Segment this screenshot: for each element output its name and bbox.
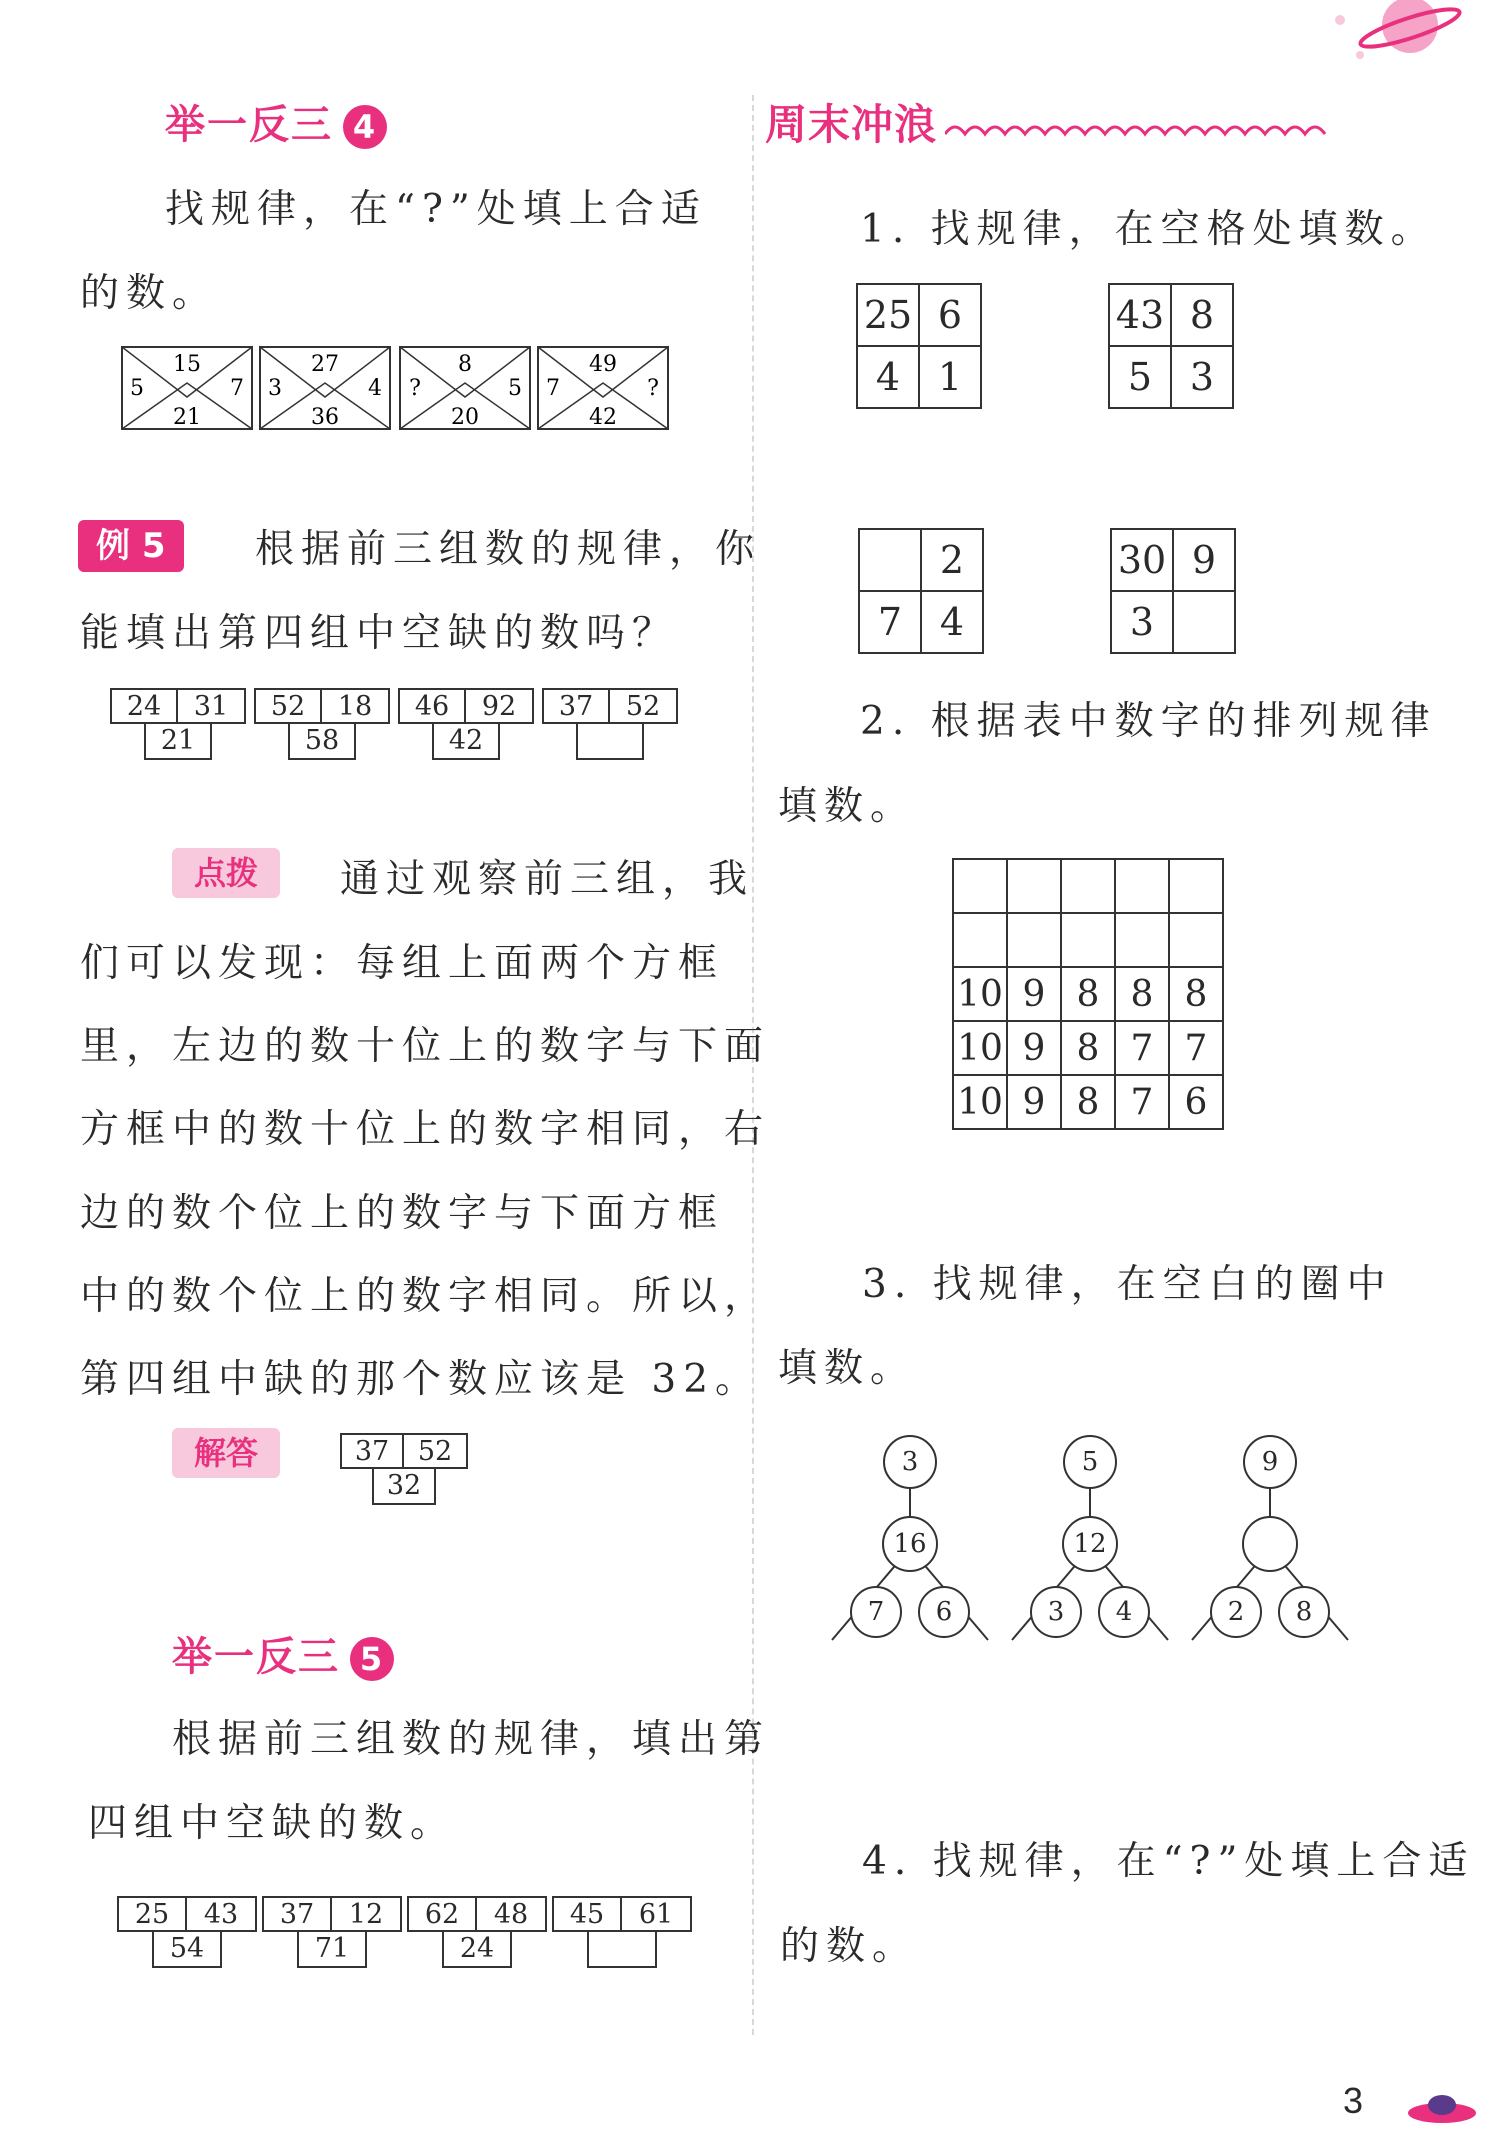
group-b: 92 [466, 688, 534, 724]
table-cell: 8 [1061, 1021, 1115, 1075]
group-c: 71 [297, 1932, 367, 1968]
envelope-top: 27 [311, 352, 339, 377]
table-cell [1007, 859, 1061, 913]
envelope-top: 49 [589, 352, 617, 377]
table-cell [953, 913, 1007, 967]
tree-top-node: 9 [1243, 1435, 1297, 1489]
table-cell [1169, 859, 1223, 913]
group-c: 58 [288, 724, 356, 760]
group-b: 43 [187, 1896, 257, 1932]
table-cell [1007, 913, 1061, 967]
p4-text-line1: 4. 找规律，在“?”处填上合适 [862, 1839, 1475, 1884]
number-group [254, 688, 390, 760]
envelope [258, 345, 392, 431]
example-text-line2: 能填出第四组中空缺的数吗？ [80, 611, 679, 656]
example-5-line [78, 518, 184, 567]
hint-line-3: 里，左边的数十位上的数字与下面 [80, 1024, 771, 1069]
wave-decoration [945, 114, 1345, 144]
answer-group [340, 1433, 468, 1505]
q5-text-line1: 根据前三组数的规律，填出第 [172, 1717, 771, 1762]
example-text-line1: 根据前三组数的规律，你 [255, 527, 762, 572]
q4-text-line2: 的数。 [80, 271, 219, 316]
grid-cell: 30 [1111, 529, 1173, 591]
hint-line-7: 第四组中缺的那个数应该是 32。 [80, 1357, 762, 1402]
page-number: 3 [1343, 2080, 1364, 2121]
envelope-left: ? [409, 376, 421, 401]
envelope-bottom: 42 [589, 405, 617, 430]
q4-text-line1: 找规律，在“?”处填上合适 [165, 187, 707, 232]
envelope-left: 7 [546, 376, 560, 401]
weekend-title: 周末冲浪 [765, 100, 938, 149]
group-b: 61 [622, 1896, 692, 1932]
table-cell: 8 [1115, 967, 1169, 1021]
number-table [952, 858, 1224, 1130]
grid-cell: 7 [859, 591, 921, 653]
grid-cell: 8 [1171, 284, 1233, 346]
envelope [398, 345, 532, 431]
grid-cell: 3 [1171, 346, 1233, 408]
grid-cell: 6 [919, 284, 981, 346]
number-group [117, 1896, 257, 1968]
tree-mid-node: 16 [882, 1516, 938, 1572]
table-cell [1169, 913, 1223, 967]
hint-line-6: 中的数个位上的数字相同。所以， [80, 1274, 771, 1319]
section-title: 举一反三 [165, 102, 333, 148]
answer-a: 37 [340, 1433, 404, 1469]
group-c: 21 [144, 724, 212, 760]
table-cell: 9 [1007, 1021, 1061, 1075]
table-cell [1061, 913, 1115, 967]
p3-text-line1: 3. 找规律，在空白的圈中 [862, 1262, 1393, 1307]
answer-c: 32 [372, 1469, 436, 1505]
group-a: 52 [254, 688, 322, 724]
envelope-left: 5 [130, 376, 144, 401]
planet-icon [1300, 0, 1490, 70]
grid-cell: 5 [1109, 346, 1171, 408]
group-b: 48 [477, 1896, 547, 1932]
group-b: 31 [178, 688, 246, 724]
envelope-bottom: 20 [451, 405, 479, 430]
grid-cell: 43 [1109, 284, 1171, 346]
example-tag: 例 5 [78, 520, 184, 572]
grid-cell: 4 [921, 591, 983, 653]
group-a: 46 [398, 688, 466, 724]
grid-cell: 4 [857, 346, 919, 408]
number-group [552, 1896, 692, 1968]
tree-left-node: 3 [1030, 1586, 1082, 1638]
group-a: 37 [262, 1896, 332, 1932]
answer-b: 52 [404, 1433, 468, 1469]
grid-cell: 3 [1111, 591, 1173, 653]
table-cell: 8 [1061, 1075, 1115, 1129]
group-a: 62 [407, 1896, 477, 1932]
weekend-header [765, 92, 1385, 152]
table-cell: 9 [1007, 967, 1061, 1021]
group-b: 12 [332, 1896, 402, 1932]
tree-left-node: 7 [850, 1586, 902, 1638]
tree-top-node: 3 [883, 1435, 937, 1489]
ufo-icon [1405, 2085, 1480, 2130]
p1-text: 1. 找规律，在空格处填数。 [860, 207, 1437, 252]
number-group [262, 1896, 402, 1968]
tree-mid-node: 12 [1062, 1516, 1118, 1572]
tree-top-node: 5 [1063, 1435, 1117, 1489]
juyi-header-5 [172, 1625, 394, 1682]
table-cell [1115, 859, 1169, 913]
table-cell: 6 [1169, 1075, 1223, 1129]
group-a: 24 [110, 688, 178, 724]
envelope-top: 8 [458, 352, 472, 377]
table-cell: 10 [953, 1021, 1007, 1075]
number-group [542, 688, 678, 760]
group-a: 25 [117, 1896, 187, 1932]
table-cell: 8 [1169, 967, 1223, 1021]
p4-text-line2: 的数。 [780, 1924, 919, 1969]
answer-tag: 解答 [172, 1428, 280, 1478]
grid-3 [858, 528, 984, 654]
grid-cell: 25 [857, 284, 919, 346]
grid-2 [1108, 283, 1234, 409]
envelope-top: 15 [173, 352, 201, 377]
hint-line-2: 们可以发现：每组上面两个方框 [80, 941, 725, 986]
p2-text-line2: 填数。 [778, 784, 917, 829]
number-group [398, 688, 534, 760]
table-cell: 7 [1115, 1075, 1169, 1129]
envelope-right: 5 [508, 376, 522, 401]
p2-text-line1: 2. 根据表中数字的排列规律 [860, 699, 1437, 744]
q5-text-line2: 四组中空缺的数。 [88, 1801, 457, 1846]
grid-cell: 1 [919, 346, 981, 408]
table-cell: 10 [953, 1075, 1007, 1129]
number-group [110, 688, 246, 760]
group-c [576, 724, 644, 760]
envelope-bottom: 21 [173, 405, 201, 430]
tree-right-node: 4 [1098, 1586, 1150, 1638]
grid-cell: 9 [1173, 529, 1235, 591]
tree-right-node: 6 [918, 1586, 970, 1638]
group-a: 45 [552, 1896, 622, 1932]
group-b: 52 [610, 688, 678, 724]
grid-cell [1173, 591, 1235, 653]
grid-4 [1110, 528, 1236, 654]
table-cell [1115, 913, 1169, 967]
grid-cell: 2 [921, 529, 983, 591]
section-number: 4 [343, 105, 387, 149]
hint-line-1: 通过观察前三组，我 [340, 857, 755, 902]
envelope [120, 345, 254, 431]
table-cell: 8 [1061, 967, 1115, 1021]
table-cell [1061, 859, 1115, 913]
p3-text-line2: 填数。 [778, 1346, 917, 1391]
envelope-right: 7 [230, 376, 244, 401]
group-c: 54 [152, 1932, 222, 1968]
group-c: 24 [442, 1932, 512, 1968]
hint-line-4: 方框中的数十位上的数字相同，右 [80, 1107, 771, 1152]
tree-mid-node [1242, 1516, 1298, 1572]
table-cell: 7 [1115, 1021, 1169, 1075]
section-number: 5 [350, 1637, 394, 1681]
hint-line-5: 边的数个位上的数字与下面方框 [80, 1191, 725, 1236]
grid-cell [859, 529, 921, 591]
group-a: 37 [542, 688, 610, 724]
number-group [407, 1896, 547, 1968]
table-cell: 9 [1007, 1075, 1061, 1129]
hint-tag-wrap [172, 848, 280, 894]
tree-right-node: 8 [1278, 1586, 1330, 1638]
juyi-header-4 [165, 93, 387, 150]
envelope-right: ? [647, 376, 659, 401]
group-c [587, 1932, 657, 1968]
table-cell: 10 [953, 967, 1007, 1021]
table-cell: 7 [1169, 1021, 1223, 1075]
tree-left-node: 2 [1210, 1586, 1262, 1638]
section-title: 举一反三 [172, 1634, 340, 1680]
grid-1 [856, 283, 982, 409]
envelope-left: 3 [268, 376, 282, 401]
envelope-right: 4 [368, 376, 382, 401]
table-cell [953, 859, 1007, 913]
envelope [536, 345, 670, 431]
envelope-bottom: 36 [311, 405, 339, 430]
group-c: 42 [432, 724, 500, 760]
hint-tag: 点拨 [172, 848, 280, 898]
group-b: 18 [322, 688, 390, 724]
answer-tag-wrap [172, 1428, 280, 1474]
